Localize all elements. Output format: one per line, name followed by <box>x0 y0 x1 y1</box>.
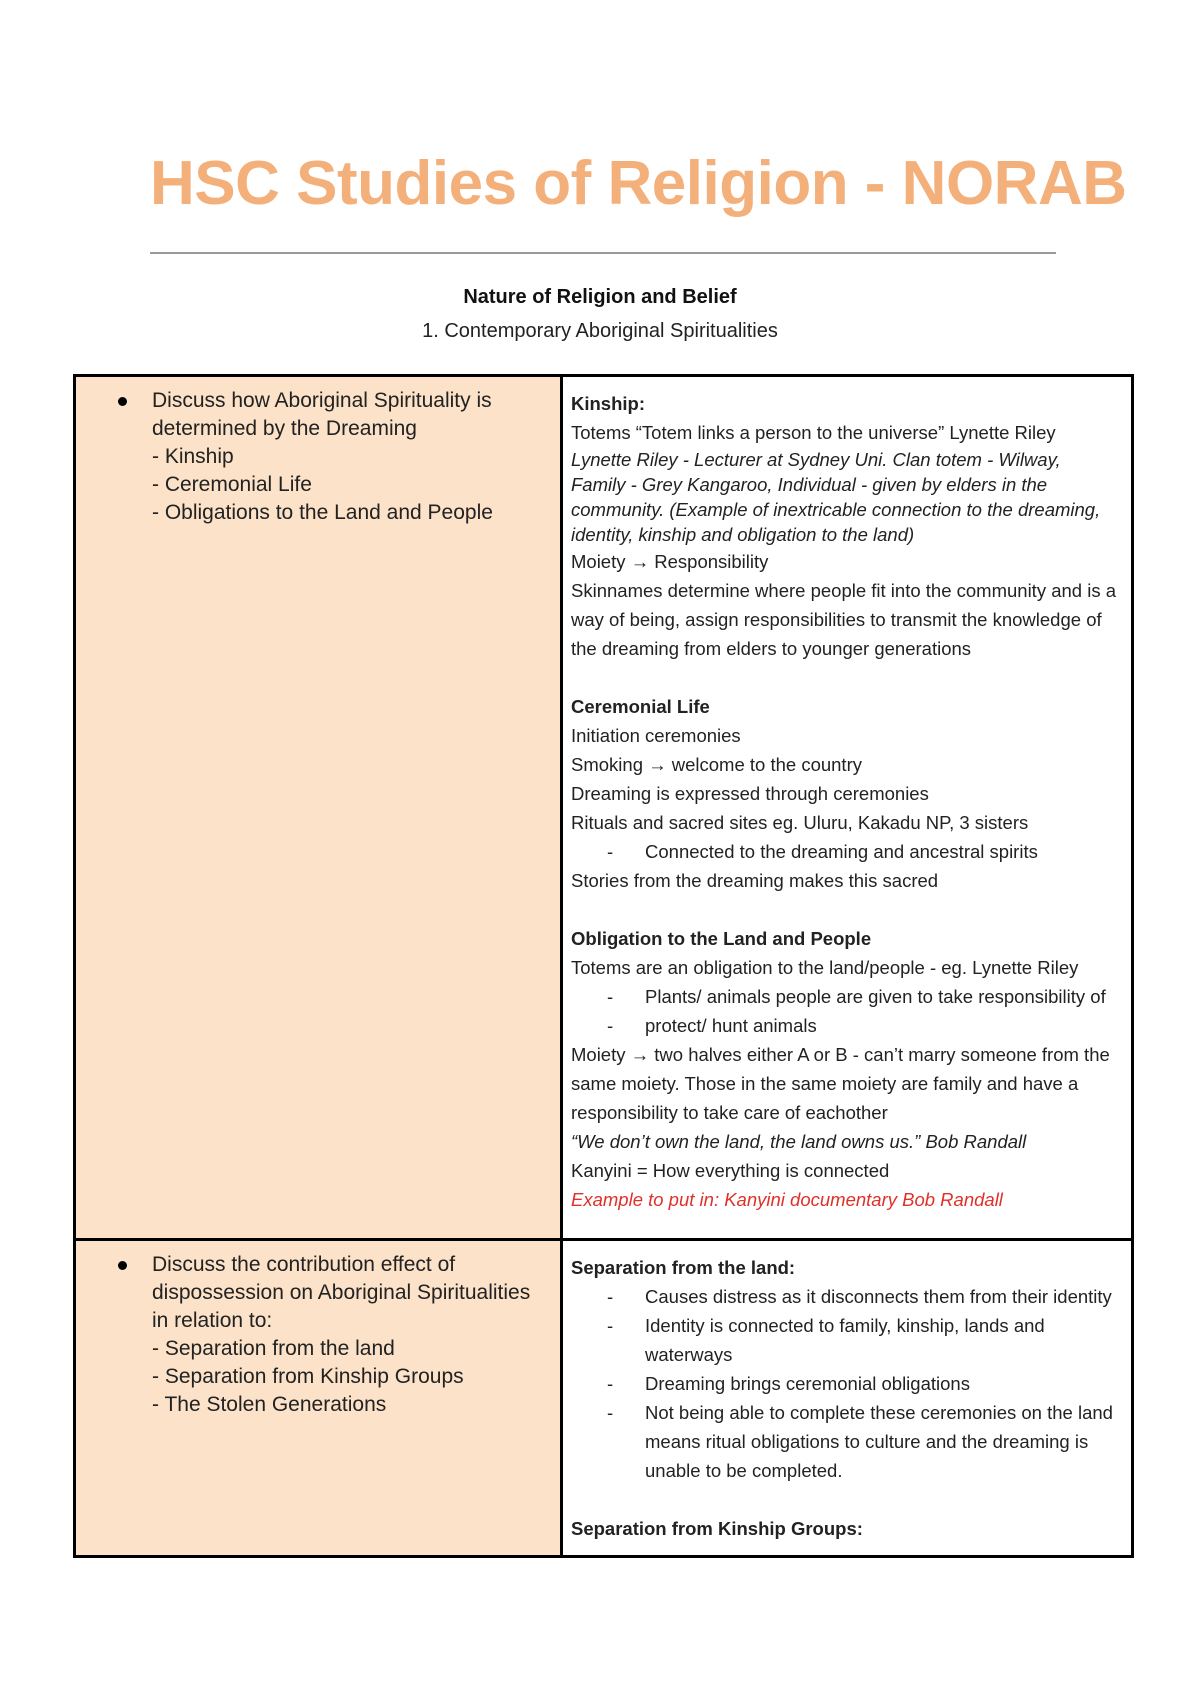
note-line: Totems are an obligation to the land/people - eg. Lynette Riley <box>571 957 1079 978</box>
syllabus-point-cell <box>75 1240 562 1557</box>
notes-cell <box>562 1240 1133 1557</box>
syllabus-point-text: Discuss the contribution effect of dispossession on Aboriginal Spiritualities in relation to: <box>152 1253 531 1332</box>
note-line: Moiety → Responsibility <box>571 551 769 572</box>
table-row <box>75 376 1133 1240</box>
syllabus-point-cell <box>75 376 562 1240</box>
spacer <box>571 895 1119 924</box>
note-line: Moiety → two halves either A or B - can’t marry someone from the same moiety. Those in the same moiety are family and have a responsibility to take care of eachother <box>571 1044 1110 1123</box>
dash-item: - protect/ hunt animals <box>571 1011 1119 1040</box>
title-divider <box>150 252 1056 254</box>
dash-item: - Identity is connected to family, kinship, lands and waterways <box>571 1311 1119 1369</box>
note-line: Smoking → welcome to the country <box>571 754 862 775</box>
spacer <box>571 1485 1119 1514</box>
syllabus-list <box>116 387 550 527</box>
syllabus-subitem: - Ceremonial Life <box>152 473 312 496</box>
dash-item: - Dreaming brings ceremonial obligations <box>571 1369 1119 1398</box>
topic-heading: 1. Contemporary Aboriginal Spiritualities <box>422 320 778 342</box>
kinship-heading: Kinship: <box>571 393 645 414</box>
note-line: Kanyini = How everything is connected <box>571 1160 890 1181</box>
obligation-heading: Obligation to the Land and People <box>571 928 872 949</box>
kinship-groups-heading: Separation from Kinship Groups: <box>571 1518 863 1539</box>
table-row <box>75 1240 1133 1557</box>
note-line: Dreaming is expressed through ceremonies <box>571 783 929 804</box>
document-title: HSC Studies of Religion - NORAB <box>150 149 1127 218</box>
note-line: Rituals and sacred sites eg. Uluru, Kakadu NP, 3 sisters <box>571 812 1029 833</box>
dash-item: - Not being able to complete these ceremonies on the land means ritual obligations to culture and the dreaming is unable to be completed. <box>571 1398 1119 1485</box>
notes-cell <box>562 376 1133 1240</box>
syllabus-subitem: - Kinship <box>152 445 234 468</box>
notes-table <box>73 374 1134 1558</box>
syllabus-subitem: - Separation from the land <box>152 1337 395 1360</box>
bob-randall-quote: “We don’t own the land, the land owns us.” Bob Randall <box>571 1131 1027 1152</box>
syllabus-point-text: Discuss how Aboriginal Spirituality is determined by the Dreaming <box>152 389 492 440</box>
syllabus-subitem: - Obligations to the Land and People <box>152 501 493 524</box>
note-line: Stories from the dreaming makes this sacred <box>571 870 939 891</box>
dash-item: - Causes distress as it disconnects them from their identity <box>571 1282 1119 1311</box>
example-note: Example to put in: Kanyini documentary Bob Randall <box>571 1189 1003 1210</box>
spacer <box>571 663 1119 692</box>
syllabus-list <box>116 1251 550 1419</box>
note-line: Initiation ceremonies <box>571 725 741 746</box>
subject-heading: Nature of Religion and Belief <box>463 286 737 308</box>
syllabus-point <box>116 387 550 527</box>
ceremonial-heading: Ceremonial Life <box>571 696 710 717</box>
syllabus-point <box>116 1251 550 1419</box>
syllabus-subitem: - Separation from Kinship Groups <box>152 1365 464 1388</box>
note-line: Totems “Totem links a person to the universe” Lynette Riley <box>571 422 1056 443</box>
note-line: Skinnames determine where people fit into the community and is a way of being, assign responsibilities to transmit the knowledge of the dreaming from elders to younger generations <box>571 580 1117 659</box>
separation-heading: Separation from the land: <box>571 1257 796 1278</box>
note-italic: Lynette Riley - Lecturer at Sydney Uni. Clan totem - Wilway, Family - Grey Kangaroo, Individual - given by elders in the community. (Example of inextricable connection to the dreaming, identity, kinship and obligation to the land) <box>571 449 1101 545</box>
dash-item: - Plants/ animals people are given to take responsibility of <box>571 982 1119 1011</box>
dash-item: - Connected to the dreaming and ancestral spirits <box>571 837 1119 866</box>
syllabus-subitem: - The Stolen Generations <box>152 1393 387 1416</box>
